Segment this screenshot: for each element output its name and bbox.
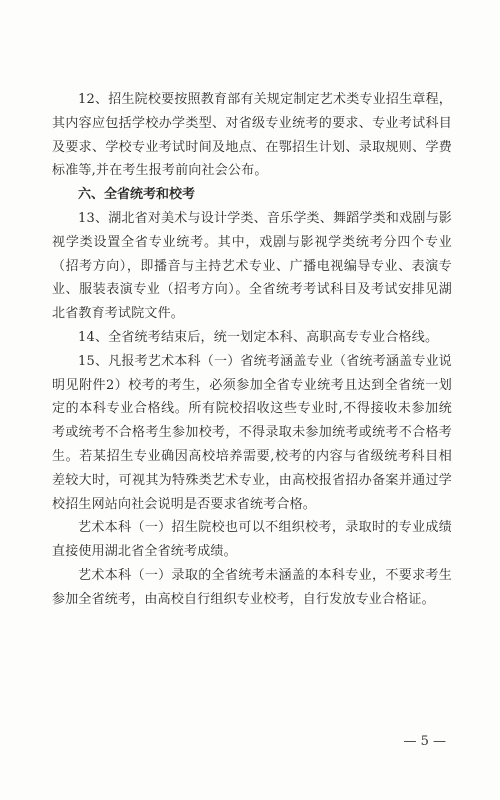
paragraph-15: 15、凡报考艺术本科（一）省统考涵盖专业（省统考涵盖专业说明见附件2）校考的考生，必须参加全省专业统考且达到全省统一划定的本科专业合格线。所有院校招收这些专业时,不得接收未参加统考或统考不合格考生参加校考，不得录取未参加统考或统考不合格考生。若某招生专业确因高校培养需要,校考的内容与省级统考科目相差较大时，可视其为特殊类艺术专业，由高校报省招办备案并通过学校招生网站向社会说明是否要求省统考合格。 xyxy=(52,353,452,512)
paragraph-art-undergrad-no-school-exam: 艺术本科（一）招生院校也可以不组织校考，录取时的专业成绩直接使用湖北省全省统考成绩。 xyxy=(52,520,452,560)
page-number: — 5 — xyxy=(403,734,446,749)
paragraph-art-undergrad-uncovered-majors: 艺术本科（一）录取的全省统考未涵盖的本科专业，不要求考生参加全省统考，由高校自行组织专业校考，自行发放专业合格证。 xyxy=(52,567,452,607)
document-body xyxy=(52,88,452,612)
paragraph-12: 12、招生院校要按照教育部有关规定制定艺术类专业招生章程，其内容应包括学校办学类型、对省级专业统考的要求、专业考试科目及要求、学校专业考试时间及地点、在鄂招生计划、录取规则、学费标准等,并在考生报考前向社会公布。 xyxy=(52,92,452,179)
section-heading-6: 六、全省统考和校考 xyxy=(78,187,196,203)
paragraph-13: 13、湖北省对美术与设计学类、音乐学类、舞蹈学类和戏剧与影视学类设置全省专业统考。其中，戏剧与影视学类统考分四个专业（招考方向），即播音与主持艺术专业、广播电视编导专业、表演专业、服装表演专业（招考方向）。全省统考考试科目及考试安排见湖北省教育考试院文件。 xyxy=(52,210,452,322)
paragraph-14: 14、全省统考结束后，统一划定本科、高职高专专业合格线。 xyxy=(78,329,439,345)
